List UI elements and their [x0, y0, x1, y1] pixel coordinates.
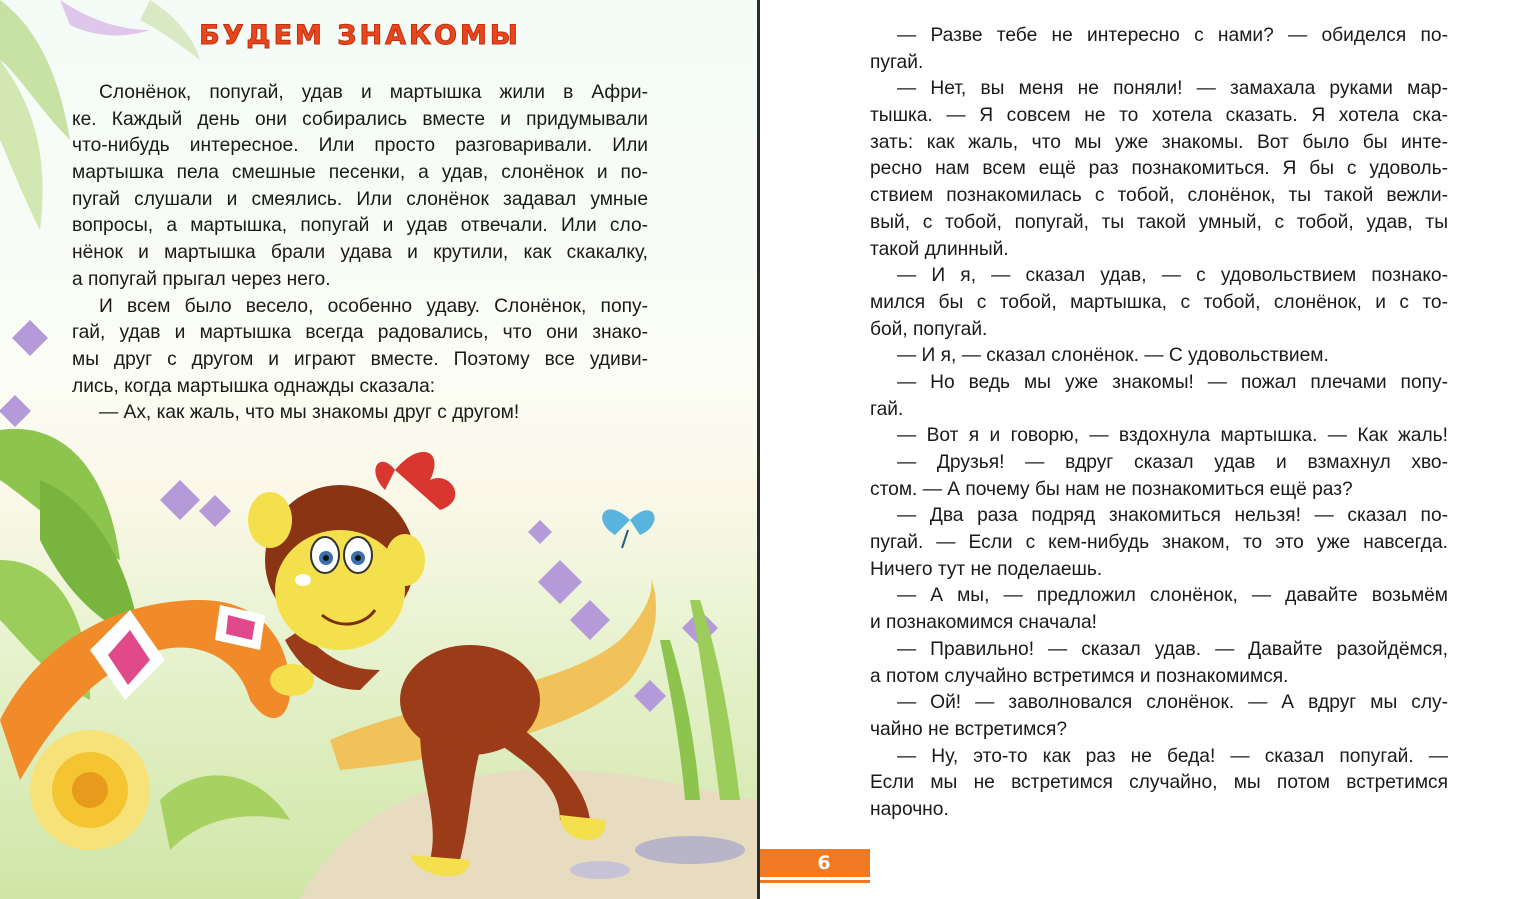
text-line: пугай. — [870, 51, 924, 73]
text-line: — Друзья! — вдруг сказал удав и взмахнул хво- — [897, 452, 1448, 473]
text-line: стом. — А почему бы нам не познакомиться ещё раз? — [870, 478, 1353, 500]
text-line: Если мы не встретимся случайно, мы потом встретимся — [870, 772, 1448, 794]
text-line: и познакомимся сначала! — [870, 612, 1097, 634]
text-line: — Два раза подряд знакомиться нельзя! — сказал по- — [897, 505, 1448, 527]
text-line: тышка. — Я совсем не то хотела сказать. Я хотела ска- — [870, 105, 1448, 127]
text-line: мы друг с другом и играют вместе. Поэтому все удиви- — [72, 348, 648, 370]
text-line: И всем было весело, особенно удаву. Слонёнок, попу- — [99, 295, 648, 317]
page-number-underline — [760, 880, 870, 883]
yellow-flower — [30, 730, 150, 850]
text-line: пугай. — Если с кем-нибудь знаком, то это уже навсегда. — [870, 532, 1448, 554]
text-line: ке. Каждый день они собирались вместе и придумывали — [72, 108, 648, 130]
text-line: а потом случайно встретимся и познакомимся. — [870, 665, 1289, 687]
text-line: — Вот я и говорю, — вздохнула мартышка. — Как жаль! — [897, 425, 1448, 447]
text-line: пугай слушали и смеялись. Или слонёнок задавал умные — [72, 188, 648, 210]
text-line: мартышка пела смешные песенки, а удав, слонёнок и по- — [72, 162, 648, 184]
text-line: лись, когда мартышка однажды сказала: — [72, 375, 436, 397]
text-line: что-нибудь интересное. Или просто разговаривали. Или — [72, 135, 648, 157]
text-line: — Правильно! — сказал удав. — Давайте разойдёмся, — [897, 638, 1448, 660]
text-line: — А мы, — предложил слонёнок, — давайте возьмём — [897, 585, 1448, 607]
text-line: а попугай прыгал через него. — [72, 268, 331, 290]
text-line: зать: как жаль, что мы уже знакомы. Вот было бы инте- — [870, 131, 1448, 153]
text-line: — Ну, это-то как раз не беда! — сказал попугай. — — [897, 745, 1448, 767]
text-line: Ничего тут не поделаешь. — [870, 558, 1103, 580]
text-line: нёнок и мартышка брали удава и крутили, как скакалку, — [72, 242, 648, 264]
text-line: — Нет, вы меня не поняли! — замахала руками мар- — [897, 78, 1448, 100]
text-line: нарочно. — [870, 798, 949, 820]
text-line: — Разве тебе не интересно с нами? — обиделся по- — [897, 25, 1448, 46]
left-page-text — [72, 80, 648, 427]
text-line: вопросы, а мартышка, попугай и удав отвечали. Или сло- — [72, 215, 648, 237]
text-line: такой длинный. — [870, 238, 1009, 260]
text-line: чайно не встретимся? — [870, 718, 1067, 740]
text-line: — Ой! — заволновался слонёнок. — А вдруг мы слу- — [897, 692, 1448, 714]
butterfly-icon — [602, 509, 654, 548]
text-line: ствием познакомилась с тобой, слонёнок, ты такой вежли- — [870, 185, 1448, 207]
page-number: 6 — [817, 852, 831, 874]
text-line: гай. — [870, 398, 904, 420]
text-line: бой, попугай. — [870, 318, 988, 340]
text-line: ресно нам всем ещё раз познакомиться. Я бы с удоволь- — [870, 158, 1448, 180]
text-line: — Но ведь мы уже знакомы! — пожал плечами попу- — [897, 371, 1448, 393]
page-title: БУДЕМ ЗНАКОМЫ — [199, 20, 521, 51]
text-line: — И я, — сказал удав, — с удовольствием познако- — [897, 265, 1448, 287]
left-page — [0, 0, 757, 899]
text-line: гай, удав и мартышка всегда радовались, что они знако- — [72, 322, 648, 344]
text-line: вый, с тобой, попугай, ты такой умный, с тобой, удав, ты — [870, 211, 1448, 233]
right-page-text — [870, 23, 1448, 824]
text-line: — И я, — сказал слонёнок. — С удовольствием. — [897, 345, 1329, 367]
text-line: Слонёнок, попугай, удав и мартышка жили в Афри- — [99, 82, 648, 103]
text-line: мился бы с тобой, мартышка, с тобой, слонёнок, и с то- — [870, 291, 1448, 313]
text-line: — Ах, как жаль, что мы знакомы друг с другом! — [99, 402, 520, 424]
